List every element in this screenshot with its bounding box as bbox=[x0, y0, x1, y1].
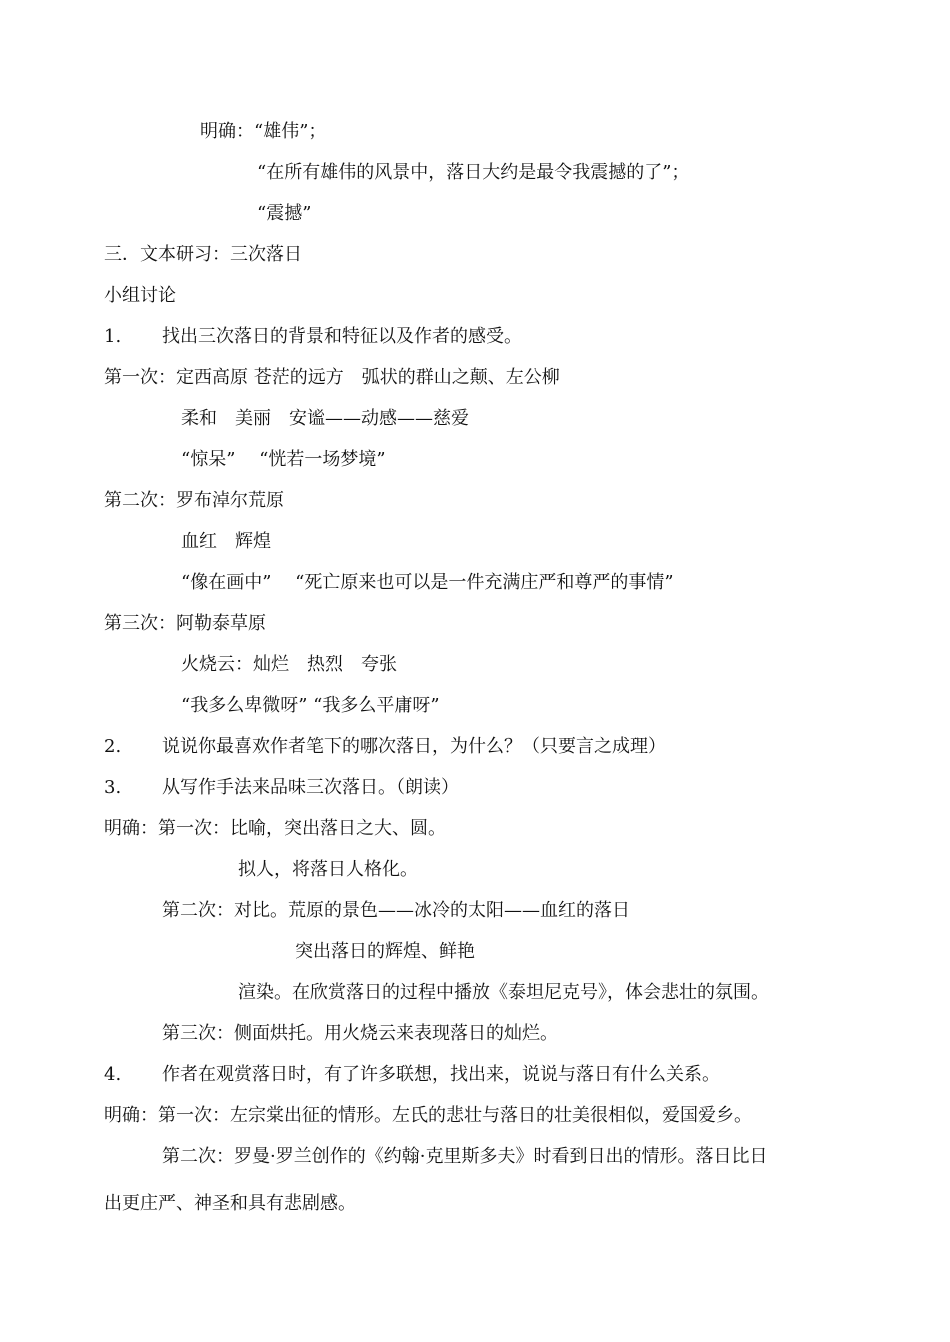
list-number: 2. bbox=[104, 736, 122, 757]
text-line: 拟人，将落日人格化。 bbox=[238, 859, 418, 880]
text-line: 出更庄严、神圣和具有悲剧感。 bbox=[104, 1193, 356, 1214]
section-heading: 三．文本研习：三次落日 bbox=[104, 244, 302, 265]
list-item-text: 说说你最喜欢作者笔下的哪次落日，为什么？（只要言之成理） bbox=[162, 736, 666, 757]
text-line: 第二次：对比。荒原的景色——冰冷的太阳——血红的落日 bbox=[162, 900, 630, 921]
text-line: “我多么卑微呀” “我多么平庸呀” bbox=[181, 695, 440, 716]
text-line: “像在画中” “死亡原来也可以是一件充满庄严和尊严的事情” bbox=[181, 572, 674, 593]
text-line: 第二次：罗曼·罗兰创作的《约翰·克里斯多夫》时看到日出的情形。落日比日 bbox=[162, 1146, 768, 1167]
text-line: 第三次：阿勒泰草原 bbox=[104, 613, 266, 634]
list-number: 3. bbox=[104, 777, 122, 798]
text-line: 柔和 美丽 安谧——动感——慈爱 bbox=[181, 408, 469, 429]
list-item-text: 从写作手法来品味三次落日。（朗读） bbox=[162, 777, 459, 798]
text-line: 第三次：侧面烘托。用火烧云来表现落日的灿烂。 bbox=[162, 1023, 558, 1044]
list-number: 1. bbox=[104, 326, 122, 347]
text-line: 渲染。在欣赏落日的过程中播放《泰坦尼克号》，体会悲壮的氛围。 bbox=[238, 982, 769, 1003]
text-line: “在所有雄伟的风景中，落日大约是最令我震撼的了”； bbox=[257, 162, 690, 183]
text-line: 小组讨论 bbox=[104, 285, 176, 306]
text-line: 血红 辉煌 bbox=[181, 531, 271, 552]
list-number: 4. bbox=[104, 1064, 122, 1085]
text-line: 火烧云：灿烂 热烈 夸张 bbox=[181, 654, 397, 675]
text-line: 明确：第一次：左宗棠出征的情形。左氏的悲壮与落日的壮美很相似，爱国爱乡。 bbox=[104, 1105, 752, 1126]
text-line: 第一次：定西高原 苍茫的远方 弧状的群山之颠、左公柳 bbox=[104, 367, 560, 388]
text-line: “惊呆” “恍若一场梦境” bbox=[181, 449, 386, 470]
text-line: 明确：第一次：比喻，突出落日之大、圆。 bbox=[104, 818, 446, 839]
text-line: “震撼” bbox=[257, 203, 312, 224]
text-line: 第二次：罗布淖尔荒原 bbox=[104, 490, 284, 511]
list-item-text: 作者在观赏落日时，有了许多联想，找出来，说说与落日有什么关系。 bbox=[162, 1064, 720, 1085]
list-item-text: 找出三次落日的背景和特征以及作者的感受。 bbox=[162, 326, 522, 347]
text-line: 突出落日的辉煌、鲜艳 bbox=[295, 941, 475, 962]
text-line: 明确：“雄伟”； bbox=[200, 121, 327, 142]
